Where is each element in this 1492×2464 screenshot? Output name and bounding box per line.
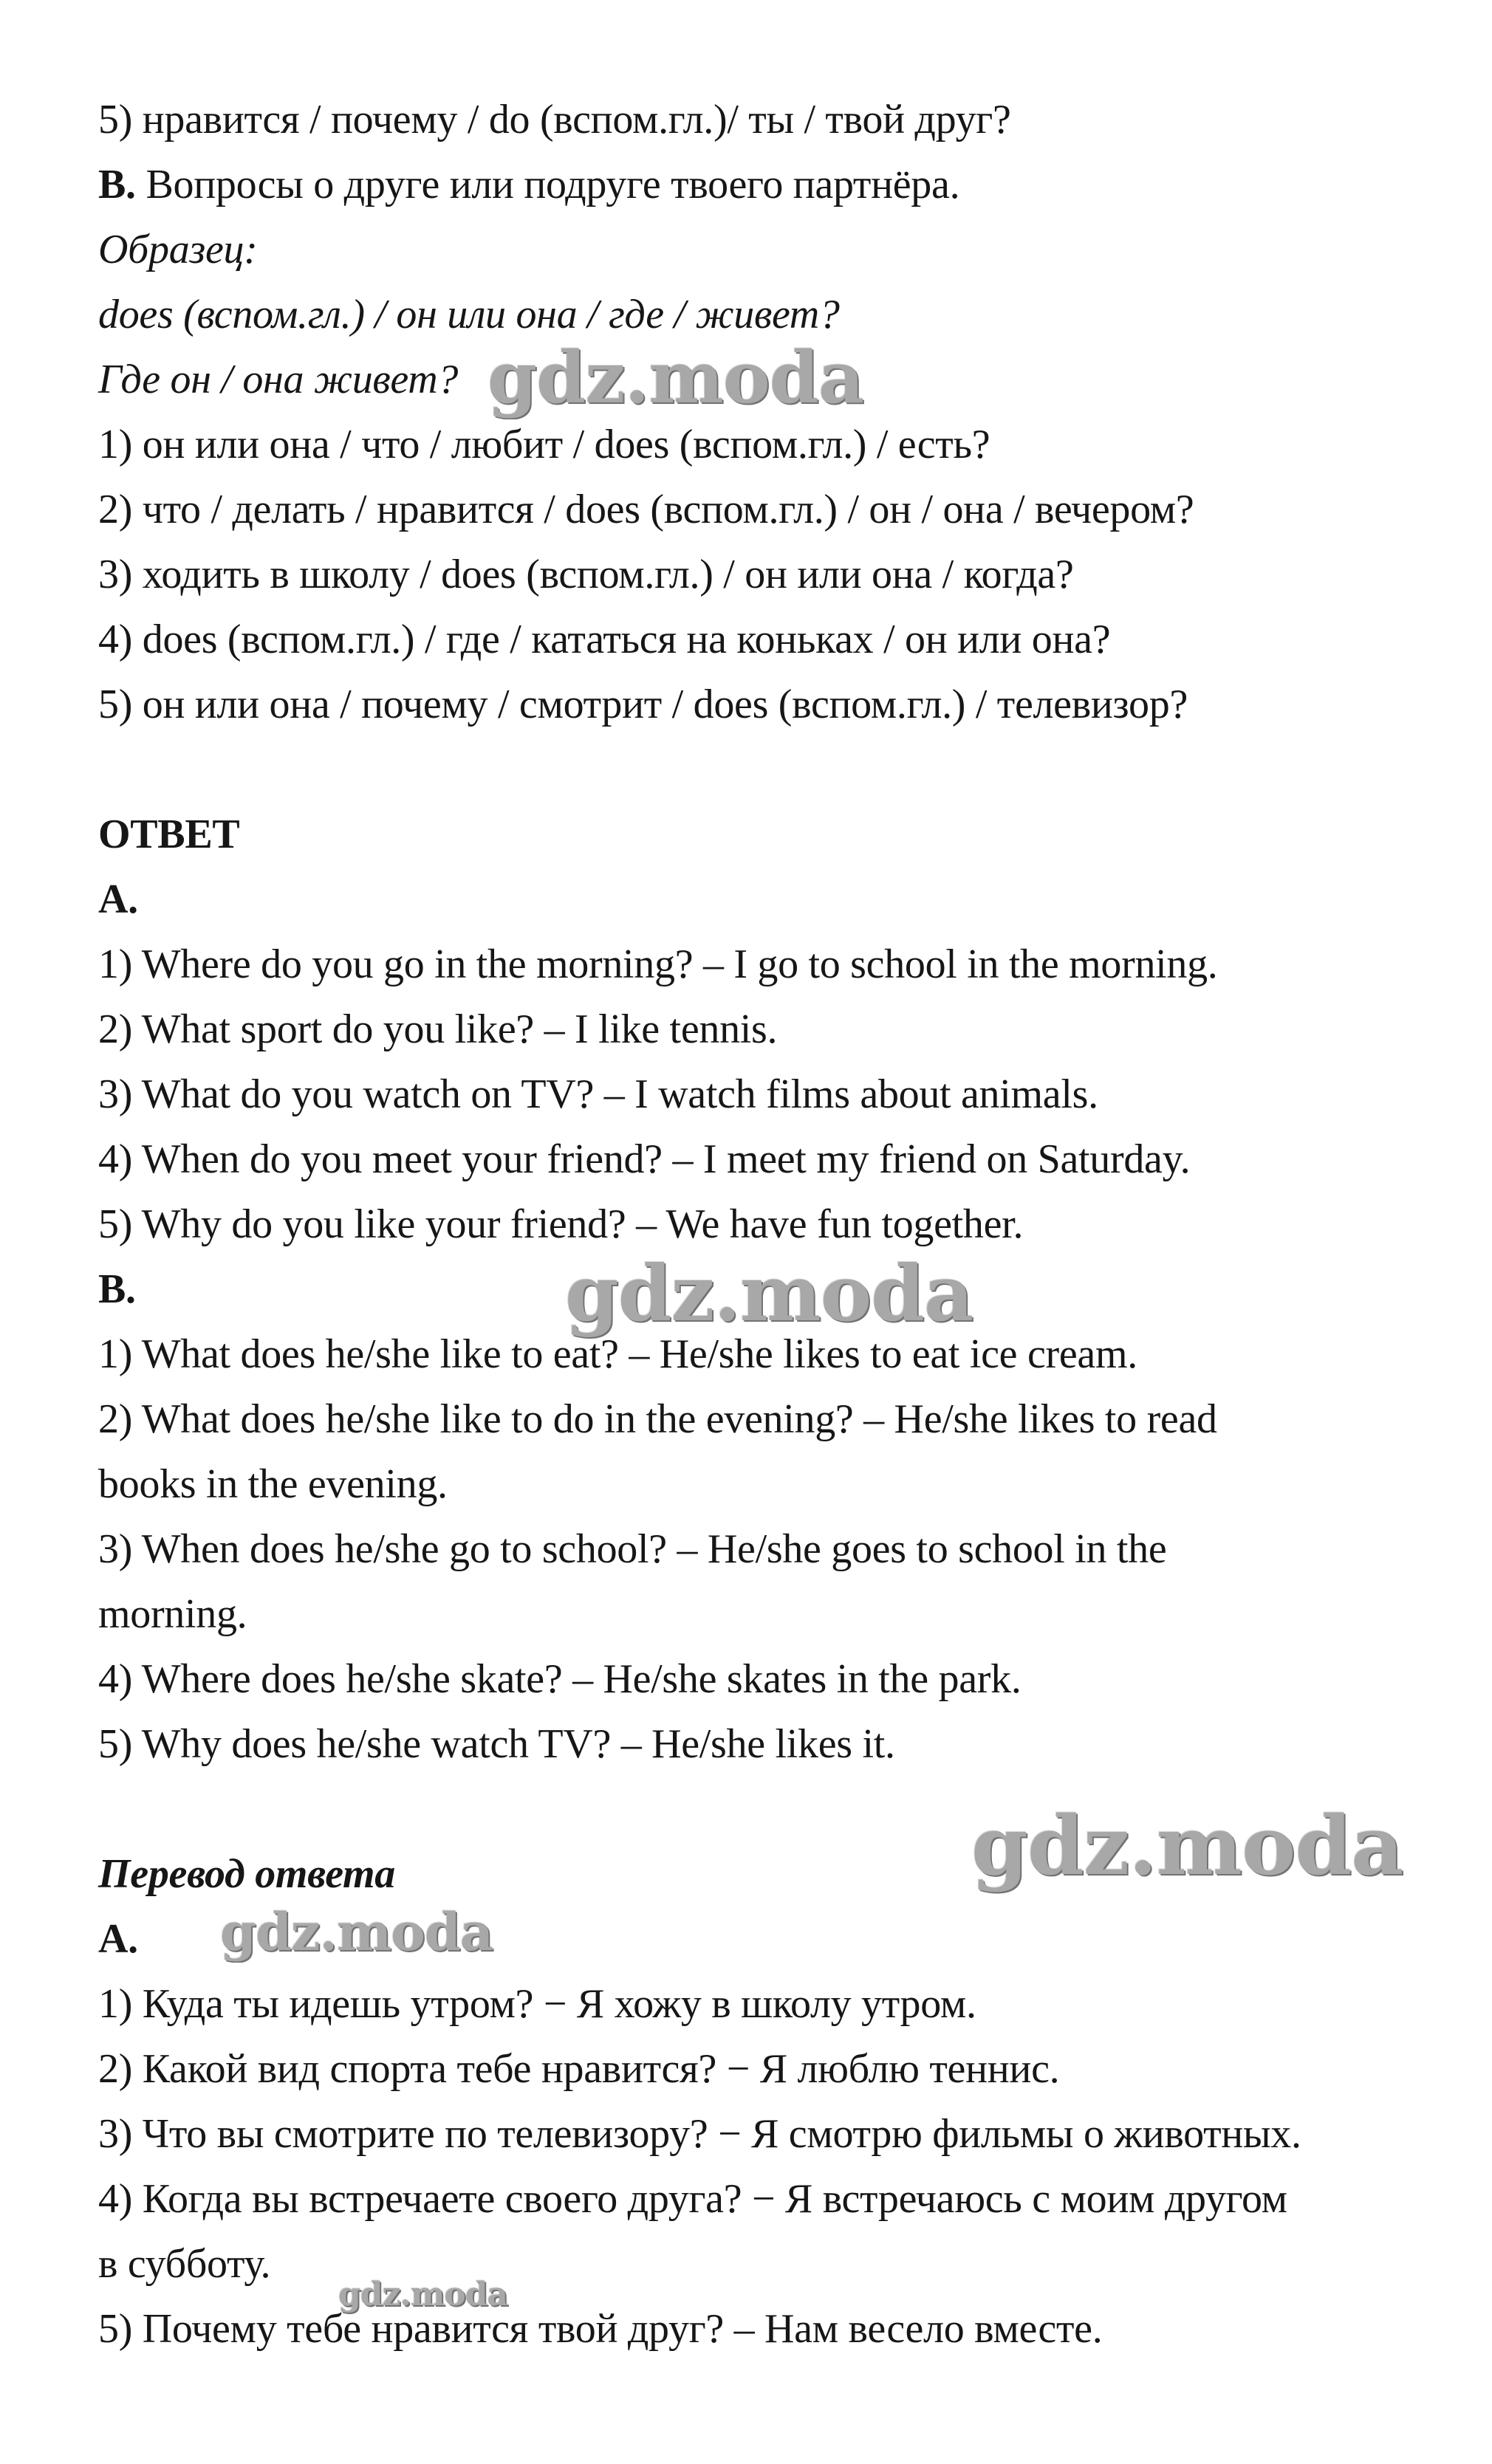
section-b-title: Вопросы о друге или подруге твоего партнёра. (146, 162, 960, 207)
answer-b-item: 4) Where does he/she skate? – He/she skates in the park. (98, 1656, 1022, 1702)
translation-item: 3) Что вы смотрите по телевизору? − Я смотрю фильмы о животных. (98, 2111, 1301, 2157)
answer-a-item: 2) What sport do you like? – I like tennis. (98, 1006, 778, 1052)
translation-item: 1) Куда ты идешь утром? − Я хожу в школу утром. (98, 1981, 976, 2027)
task-item: 4) does (вспом.гл.) / где / кататься на коньках / он или она? (98, 617, 1111, 662)
task-line-a5: 5) нравится / почему / do (вспом.гл.)/ ты / твой друг? (98, 97, 1011, 143)
translation-heading: Перевод ответа (98, 1851, 395, 1897)
example-line-1: does (вспом.гл.) / он или она / где / живет? (98, 292, 840, 337)
answer-b-item: 5) Why does he/she watch TV? – He/she likes it. (98, 1721, 895, 1767)
answer-b-item-continued: books in the evening. (98, 1461, 448, 1507)
section-b-header (98, 152, 1428, 217)
task-item: 2) что / делать / нравится / does (вспом.гл.) / он / она / вечером? (98, 487, 1194, 532)
example-label: Образец: (98, 227, 258, 272)
answer-a-item: 3) What do you watch on TV? – I watch films about animals. (98, 1071, 1098, 1117)
example-line-2: Где он / она живет? (98, 357, 459, 402)
watermark: gdz.moda (971, 1798, 1403, 1893)
answer-section-a: A. (98, 876, 138, 922)
document-page (98, 87, 1428, 2361)
answer-section-b: B. (98, 1266, 136, 1312)
translation-item: 4) Когда вы встречаете своего друга? − Я встречаюсь с моим другом (98, 2176, 1287, 2222)
watermark: gdz.moda (220, 1901, 493, 1963)
answer-a-item: 4) When do you meet your friend? – I meet my friend on Saturday. (98, 1136, 1191, 1182)
answer-b-item: 3) When does he/she go to school? – He/she goes to school in the (98, 1526, 1167, 1572)
task-item: 5) он или она / почему / смотрит / does (вспом.гл.) / телевизор? (98, 682, 1188, 727)
spacer (98, 1777, 1428, 1842)
watermark: gdz.moda (338, 2276, 508, 2313)
answer-a-item: 1) Where do you go in the morning? – I go to school in the morning. (98, 941, 1218, 987)
answer-b-item: 1) What does he/she like to eat? – He/she likes to eat ice cream. (98, 1331, 1137, 1377)
watermark: gdz.moda (487, 336, 864, 419)
translation-item: 2) Какой вид спорта тебе нравится? − Я люблю теннис. (98, 2046, 1060, 2092)
section-b-letter: B. (98, 162, 136, 207)
task-item: 3) ходить в школу / does (вспом.гл.) / он или она / когда? (98, 552, 1074, 597)
translation-item: 5) Почему тебе нравится твой друг? – Нам весело вместе. (98, 2306, 1103, 2352)
answer-b-item: 2) What does he/she like to do in the evening? – He/she likes to read (98, 1396, 1217, 1442)
answer-heading: ОТВЕТ (98, 811, 240, 857)
task-item: 1) он или она / что / любит / does (вспом.гл.) / есть? (98, 422, 990, 467)
answer-a-item: 5) Why do you like your friend? – We have fun together. (98, 1201, 1024, 1247)
answer-b-item-continued: morning. (98, 1591, 247, 1637)
spacer (98, 737, 1428, 802)
translation-item-continued: в субботу. (98, 2241, 271, 2287)
translation-section-a: A. (98, 1916, 138, 1962)
watermark: gdz.moda (565, 1248, 973, 1339)
